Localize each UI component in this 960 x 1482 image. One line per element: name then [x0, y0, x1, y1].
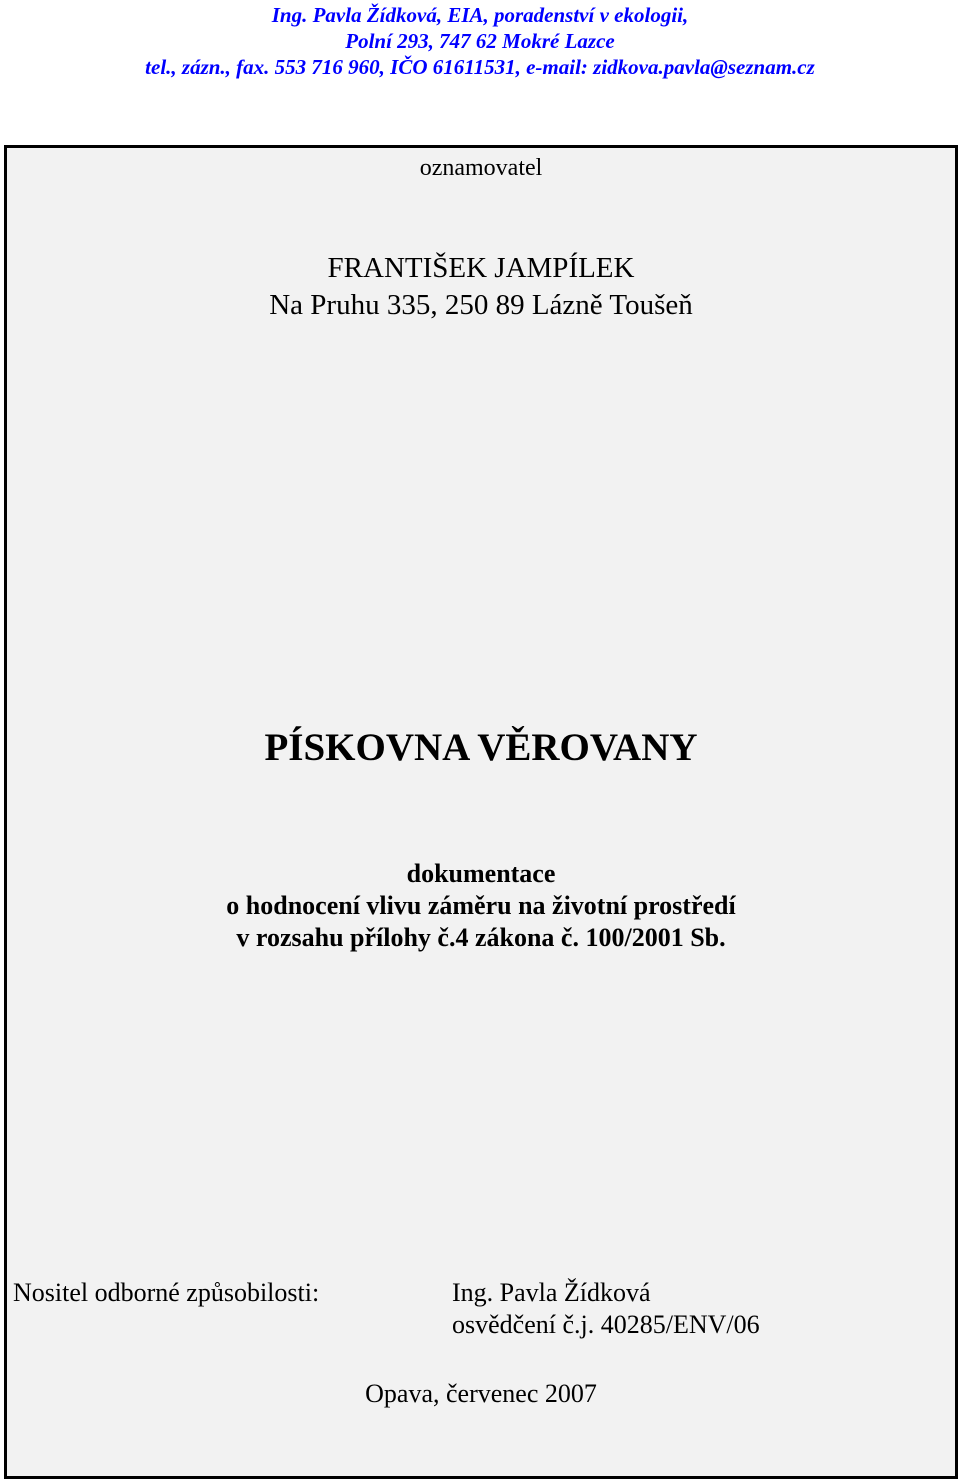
documentation-description [7, 858, 955, 954]
documentation-scope: v rozsahu přílohy č.4 zákona č. 100/2001 Sb. [236, 923, 726, 952]
holder-details [452, 1277, 760, 1341]
project-title: PÍSKOVNA VĚROVANY [264, 726, 698, 769]
holder-label: Nositel odborné způsobilosti: [13, 1278, 320, 1307]
place-date: Opava, červenec 2007 [365, 1379, 597, 1408]
letterhead [0, 2, 960, 80]
letterhead-company-line: Ing. Pavla Žídková, EIA, poradenství v ekologii, [271, 3, 689, 27]
letterhead-address-line: Polní 293, 747 62 Mokré Lazce [345, 29, 615, 53]
announcer-name: FRANTIŠEK JAMPÍLEK [327, 252, 635, 284]
announcer-label: oznamovatel [419, 155, 543, 181]
announcer-address: Na Pruhu 335, 250 89 Lázně Toušeň [269, 289, 693, 321]
letterhead-contact-line: tel., zázn., fax. 553 716 960, IČO 61611531, e-mail: zidkova.pavla@seznam.cz [145, 55, 815, 79]
documentation-subject: o hodnocení vlivu záměru na životní prostředí [226, 891, 736, 920]
documentation-heading: dokumentace [406, 859, 556, 888]
holder-certificate: osvědčení č.j. 40285/ENV/06 [452, 1310, 760, 1339]
holder-name: Ing. Pavla Žídková [452, 1278, 651, 1307]
cover-frame [4, 145, 958, 1479]
